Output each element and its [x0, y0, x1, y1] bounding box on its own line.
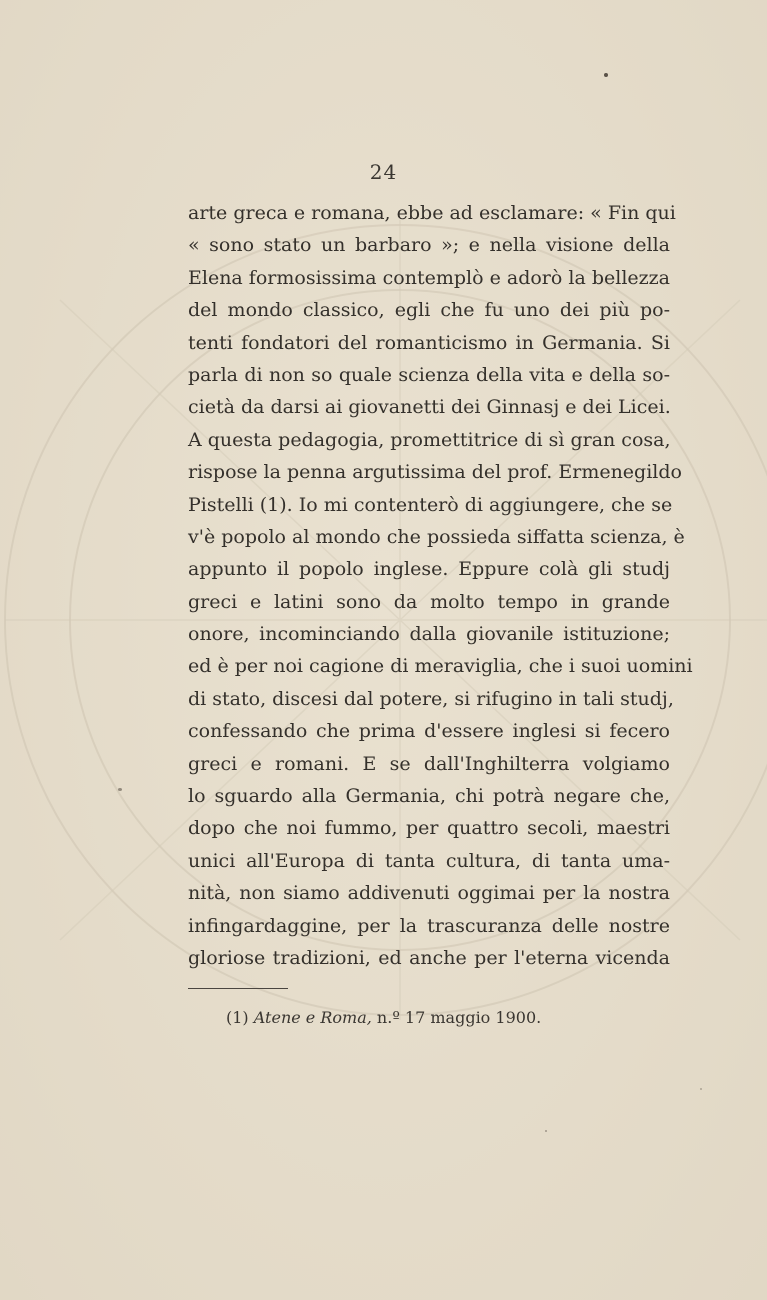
text-line: Pistelli (1). Io mi contenterò di aggiungere, che se — [188, 493, 673, 516]
text-line: del mondo classico, egli che fu uno dei più po- — [188, 299, 670, 322]
footnote — [226, 1008, 541, 1027]
text-line: unici all'Europa di tanta cultura, di tanta uma- — [188, 849, 670, 872]
text-line: tenti fondatori del romanticismo in Germania. Si — [188, 331, 670, 354]
text-line: gloriose tradizioni, ed anche per l'eterna vicenda — [188, 946, 670, 969]
text-line: ed è per noi cagione di meraviglia, che i suoi uomini — [188, 655, 693, 678]
text-line: nità, non siamo addivenuti oggimai per la nostra — [188, 882, 670, 905]
text-line: dopo che noi fummo, per quattro secoli, maestri — [188, 817, 670, 840]
footnote-divider — [188, 988, 288, 989]
text-line: Elena formosissima contemplò e adorò la bellezza — [188, 266, 670, 289]
ink-speck — [604, 73, 608, 77]
text-line: « sono stato un barbaro »; e nella visione della — [188, 234, 670, 257]
footnote-details: n.º 17 maggio 1900. — [376, 1008, 542, 1027]
text-line: cietà da darsi ai giovanetti dei Ginnasj e dei Licei. — [188, 396, 671, 419]
page-number: 24 — [369, 160, 398, 184]
text-line: A questa pedagogia, promettitrice di sì gran cosa, — [188, 428, 671, 451]
text-line: v'è popolo al mondo che possieda siffatta scienza, è — [188, 525, 685, 548]
text-line: di stato, discesi dal potere, si rifugino in tali studj, — [188, 687, 674, 710]
text-line: confessando che prima d'essere inglesi si fecero — [188, 720, 670, 743]
text-line: onore, incominciando dalla giovanile istituzione; — [188, 623, 670, 646]
ink-speck — [700, 1088, 702, 1090]
text-line: greci e romani. E se dall'Inghilterra volgiamo — [188, 752, 670, 775]
text-line: appunto il popolo inglese. Eppure colà gli studj — [188, 558, 670, 581]
text-line: arte greca e romana, ebbe ad esclamare: « Fin qui — [188, 202, 676, 224]
body-text — [188, 197, 693, 974]
text-line: greci e latini sono da molto tempo in grande — [188, 590, 670, 613]
footnote-marker: (1) — [226, 1008, 249, 1027]
ink-speck — [545, 1130, 547, 1132]
text-line: lo sguardo alla Germania, chi potrà negare che, — [188, 785, 670, 808]
text-line: infingardaggine, per la trascuranza delle nostre — [188, 914, 670, 937]
text-line: parla di non so quale scienza della vita e della so- — [188, 363, 670, 386]
footnote-title: Atene e Roma, — [253, 1008, 372, 1027]
text-line: rispose la penna argutissima del prof. Ermenegildo — [188, 461, 682, 484]
ink-speck — [118, 788, 122, 791]
